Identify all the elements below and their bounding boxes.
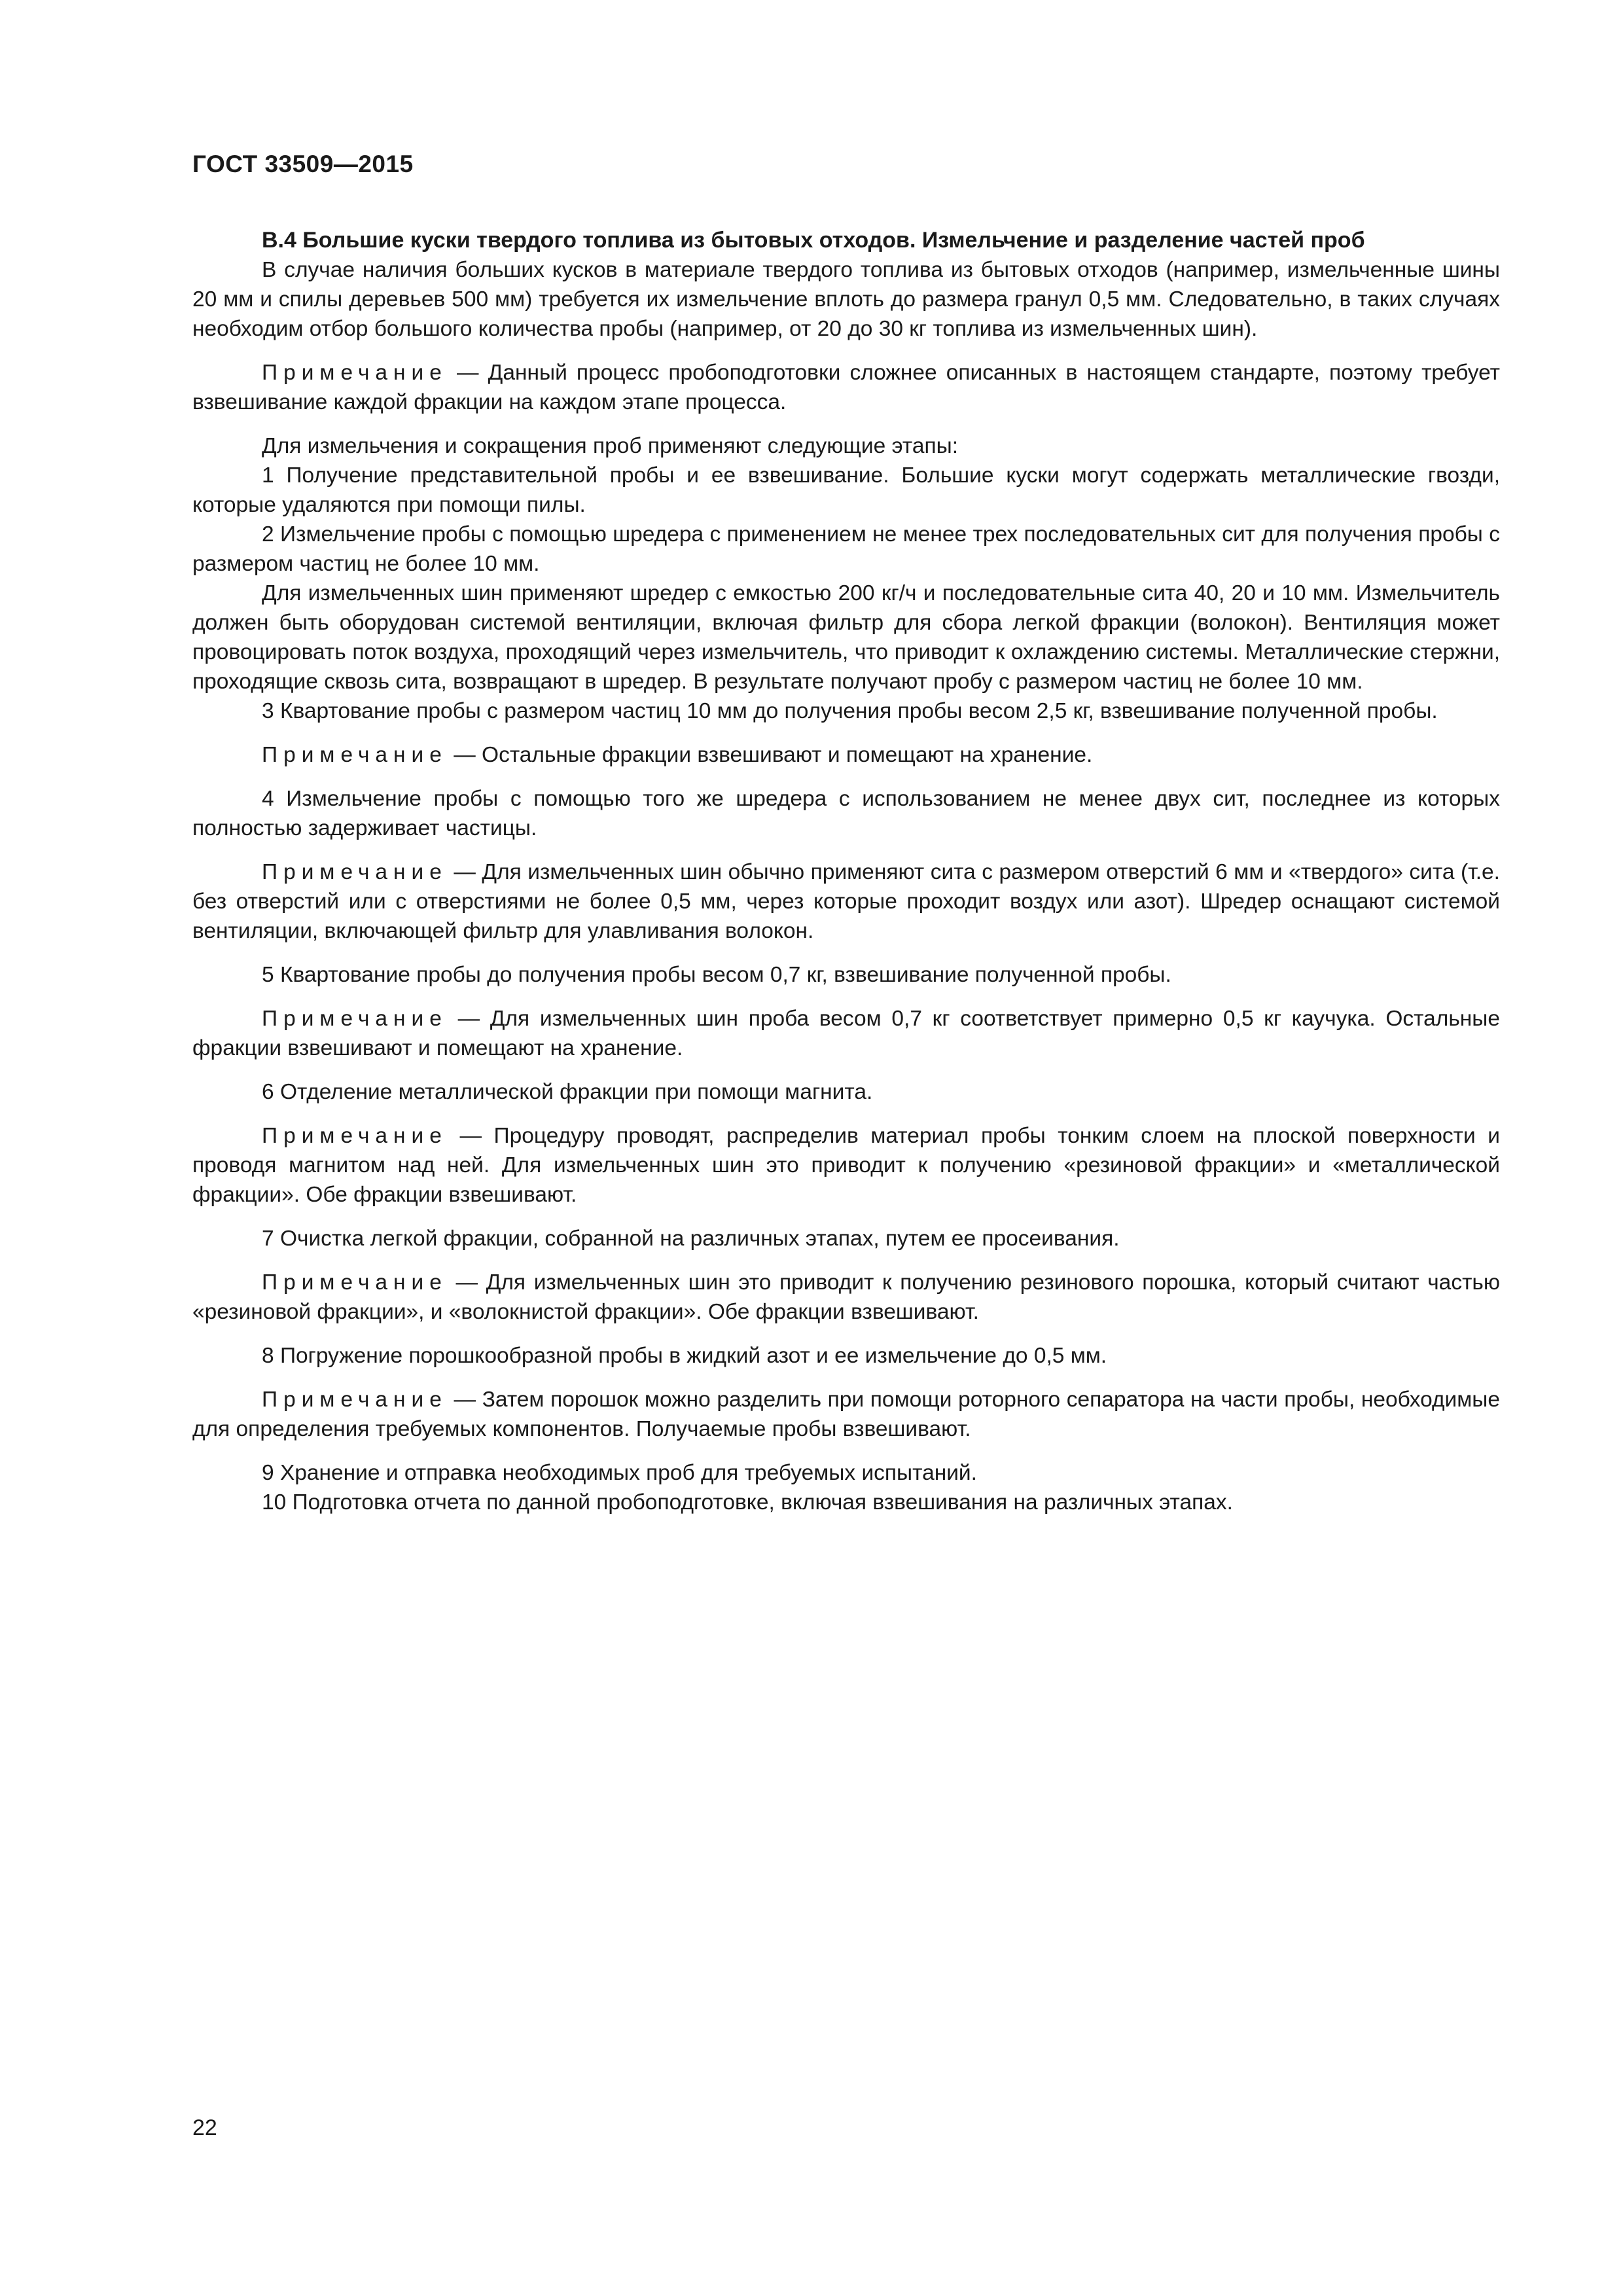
- note-text: — Для измельченных шин обычно применяют сита с размером отверстий 6 мм и «твердого» сита (т.е. без отверстий или с отверстиями не более 0,5 мм, через которые проходит воздух или азот). Шредер оснащают системой вентиляции, включающей фильтр для улавливания волокон.: [192, 860, 1500, 943]
- step-item: 1 Получение представительной пробы и ее взвешивание. Большие куски могут содержать металлические гвозди, которые удаляются при помощи пилы.: [192, 463, 1500, 517]
- note-text: — Процедуру проводят, распределив материал пробы тонким слоем на плоской поверхности и проводя магнитом над ней. Для измельченных шин это приводит к получению «резиновой фракции» и «металлической фракции». Обе фракции взвешивают.: [192, 1124, 1500, 1207]
- page-number: 22: [192, 2115, 217, 2140]
- note-paragraph: [192, 857, 1500, 946]
- standard-header: ГОСТ 33509—2015: [192, 151, 414, 177]
- step-item: 6 Отделение металлической фракции при помощи магнита.: [262, 1080, 873, 1104]
- note-label: Примечание: [262, 361, 448, 385]
- step-item: 8 Погружение порошкообразной пробы в жидкий азот и ее измельчение до 0,5 мм.: [262, 1344, 1107, 1368]
- note-paragraph: [192, 740, 1500, 770]
- note-text: — Для измельченных шин это приводит к получению резинового порошка, который считают частью «резиновой фракции», и «волокнистой фракции». Обе фракции взвешивают.: [192, 1270, 1500, 1324]
- paragraph: Для измельчения и сокращения проб применяют следующие этапы:: [262, 434, 959, 458]
- document-body: [192, 226, 1500, 1517]
- note-text: — Данный процесс пробоподготовки сложнее описанных в настоящем стандарте, поэтому требует взвешивание каждой фракции на каждом этапе процесса.: [192, 361, 1500, 414]
- step-item: 2 Измельчение пробы с помощью шредера с применением не менее трех последовательных сит для получения пробы с размером частиц не более 10 мм.: [192, 522, 1500, 576]
- note-paragraph: [192, 1268, 1500, 1327]
- paragraph: Для измельченных шин применяют шредер с емкостью 200 кг/ч и последовательные сита 40, 20 и 10 мм. Измельчитель должен быть оборудован системой вентиляции, включая фильтр для сбора легкой фракции (волокон). Вентиляция может провоцировать поток воздуха, проходящий через измельчитель, что приводит к охлаждению системы. Металлические стержни, проходящие сквозь сита, возвращают в шредер. В результате получают пробу с размером частиц не более 10 мм.: [192, 581, 1500, 694]
- note-label: Примечание: [262, 1124, 448, 1148]
- note-label: Примечание: [262, 1270, 448, 1295]
- note-label: Примечание: [262, 1007, 448, 1031]
- paragraph: В случае наличия больших кусков в материале твердого топлива из бытовых отходов (например, измельченные шины 20 мм и спилы деревьев 500 мм) требуется их измельчение вплоть до размера гранул 0,5 мм. Следовательно, в таких случаях необходим отбор большого количества пробы (например, от 20 до 30 кг топлива из измельченных шин).: [192, 258, 1500, 341]
- note-label: Примечание: [262, 1388, 448, 1412]
- note-text: — Затем порошок можно разделить при помощи роторного сепаратора на части пробы, необходимые для определения требуемых компонентов. Получаемые пробы взвешивают.: [192, 1388, 1500, 1441]
- step-item: 3 Квартование пробы с размером частиц 10 мм до получения пробы весом 2,5 кг, взвешивание полученной пробы.: [262, 699, 1438, 723]
- step-item: 9 Хранение и отправка необходимых проб для требуемых испытаний.: [262, 1461, 977, 1485]
- note-paragraph: [192, 1385, 1500, 1444]
- note-paragraph: [192, 358, 1500, 417]
- step-item: 4 Измельчение пробы с помощью того же шредера с использованием не менее двух сит, последнее из которых полностью задерживает частицы.: [192, 787, 1500, 840]
- section-title: В.4 Большие куски твердого топлива из бытовых отходов. Измельчение и разделение частей проб: [262, 228, 1365, 253]
- note-paragraph: [192, 1004, 1500, 1063]
- note-text: — Для измельченных шин проба весом 0,7 кг соответствует примерно 0,5 кг каучука. Остальные фракции взвешивают и помещают на хранение.: [192, 1007, 1500, 1060]
- note-label: Примечание: [262, 860, 448, 884]
- step-item: 10 Подготовка отчета по данной пробоподготовке, включая взвешивания на различных этапах.: [262, 1490, 1233, 1515]
- note-label: Примечание: [262, 743, 448, 767]
- step-item: 5 Квартование пробы до получения пробы весом 0,7 кг, взвешивание полученной пробы.: [262, 963, 1171, 987]
- note-text: — Остальные фракции взвешивают и помещают на хранение.: [447, 743, 1093, 767]
- note-paragraph: [192, 1121, 1500, 1210]
- step-item: 7 Очистка легкой фракции, собранной на различных этапах, путем ее просеивания.: [262, 1227, 1120, 1251]
